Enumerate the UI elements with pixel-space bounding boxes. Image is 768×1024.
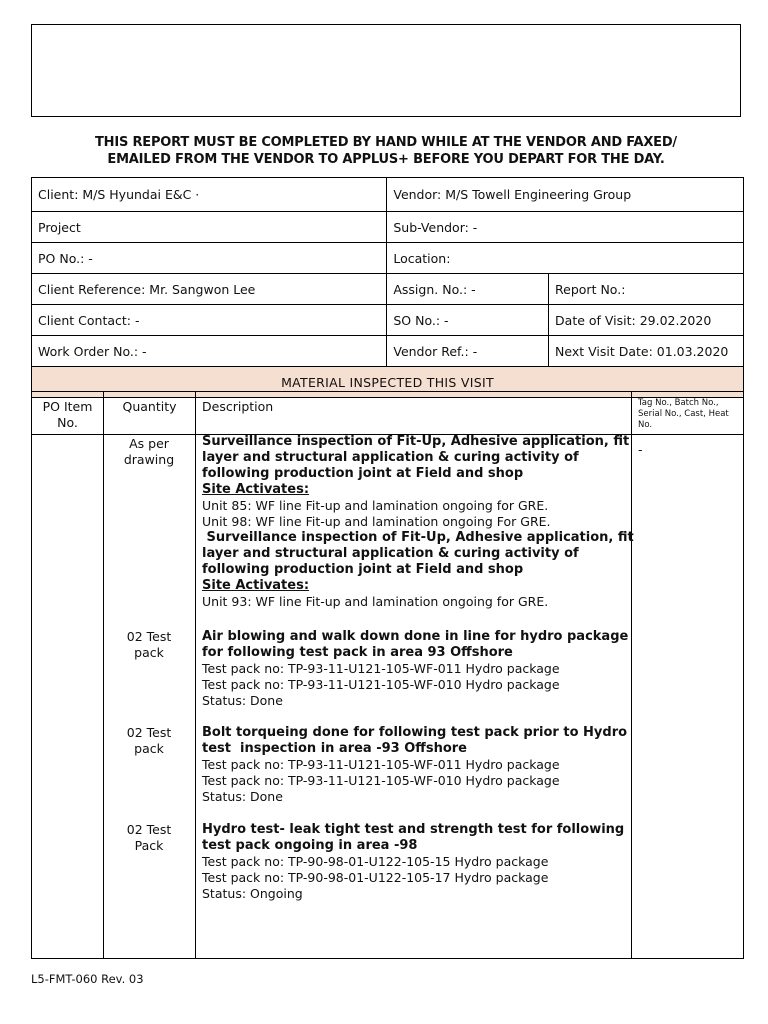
form-code: L5-FMT-060 Rev. 03 bbox=[31, 972, 144, 986]
description-line: Test pack no: TP-93-11-U121-105-WF-011 Hydro package bbox=[202, 757, 560, 772]
col-tag-line-2: Serial No., Cast, Heat bbox=[638, 409, 729, 419]
po-no-cell: PO No.: - bbox=[32, 243, 387, 274]
item-1-quantity-line-1: As per bbox=[129, 436, 169, 451]
client-cell: Client: M/S Hyundai E&C · bbox=[32, 178, 387, 212]
notice-line-1: THIS REPORT MUST BE COMPLETED BY HAND WHILE AT THE VENDOR AND FAXED/ bbox=[95, 135, 677, 150]
description-line: Test pack no: TP-93-11-U121-105-WF-010 Hydro package bbox=[202, 677, 560, 692]
item-2-description bbox=[202, 629, 632, 709]
logo-box bbox=[31, 24, 741, 117]
item-3-description bbox=[202, 725, 632, 805]
description-line: Status: Done bbox=[202, 789, 283, 804]
description-line: Test pack no: TP-90-98-01-U122-105-15 Hydro package bbox=[202, 854, 549, 869]
work-order-no-cell: Work Order No.: - bbox=[32, 336, 387, 367]
description-line: Test pack no: TP-93-11-U121-105-WF-010 Hydro package bbox=[202, 773, 560, 788]
description-line: Unit 93: WF line Fit-up and lamination ongoing for GRE. bbox=[202, 594, 549, 609]
so-no-cell: SO No.: - bbox=[387, 305, 549, 336]
location-cell: Location: bbox=[387, 243, 744, 274]
next-visit-date-cell: Next Visit Date: 01.03.2020 bbox=[549, 336, 744, 367]
description-line: Status: Ongoing bbox=[202, 886, 303, 901]
col-tag bbox=[638, 398, 748, 431]
col-divider-2 bbox=[195, 392, 196, 958]
description-line: Air blowing and walk down done in line for hydro package bbox=[202, 629, 629, 644]
description-line: Site Activates: bbox=[202, 578, 310, 593]
item-4-quantity-line-1: 02 Test bbox=[126, 822, 172, 837]
item-1-description bbox=[202, 434, 632, 610]
client-reference-cell: Client Reference: Mr. Sangwon Lee bbox=[32, 274, 387, 305]
item-2-quantity-line-1: 02 Test bbox=[126, 629, 172, 644]
project-cell: Project bbox=[32, 212, 387, 243]
notice bbox=[31, 134, 741, 168]
report-no-cell: Report No.: bbox=[549, 274, 744, 305]
item-4-quantity-line-2: Pack bbox=[134, 838, 164, 853]
description-line: layer and structural application & curing activity of bbox=[202, 450, 579, 465]
sub-vendor-cell: Sub-Vendor: - bbox=[387, 212, 744, 243]
item-2-quantity bbox=[104, 629, 194, 661]
item-2-quantity-line-2: pack bbox=[134, 645, 164, 660]
item-1-quantity bbox=[104, 436, 194, 468]
item-3-quantity bbox=[104, 725, 194, 757]
col-tag-line-1: Tag No., Batch No., bbox=[638, 398, 719, 408]
description-line: Hydro test- leak tight test and strength test for following bbox=[202, 822, 625, 837]
item-4-description bbox=[202, 822, 632, 902]
item-3-quantity-line-1: 02 Test bbox=[126, 725, 172, 740]
client-contact-cell: Client Contact: - bbox=[32, 305, 387, 336]
notice-line-2: EMAILED FROM THE VENDOR TO APPLUS+ BEFORE YOU DEPART FOR THE DAY. bbox=[107, 152, 665, 167]
col-quantity: Quantity bbox=[122, 399, 177, 414]
vendor-ref-cell: Vendor Ref.: - bbox=[387, 336, 549, 367]
col-po-item-line-2: No. bbox=[57, 415, 78, 430]
tag-value: - bbox=[638, 442, 643, 457]
description-line: Bolt torqueing done for following test pack prior to Hydro bbox=[202, 725, 628, 740]
description-line: test inspection in area -93 Offshore bbox=[202, 741, 467, 756]
item-1-quantity-line-2: drawing bbox=[123, 452, 175, 467]
description-line: for following test pack in area 93 Offshore bbox=[202, 645, 513, 660]
description-line: Unit 98: WF line Fit-up and lamination ongoing For GRE. bbox=[202, 514, 551, 529]
description-line: Surveillance inspection of Fit-Up, Adhesive application, fit bbox=[202, 530, 634, 545]
vendor-cell: Vendor: M/S Towell Engineering Group bbox=[387, 178, 744, 212]
col-po-item-line-1: PO Item bbox=[42, 399, 93, 414]
description-line: Surveillance inspection of Fit-Up, Adhesive application, fit bbox=[202, 434, 630, 449]
description-line: Test pack no: TP-90-98-01-U122-105-17 Hydro package bbox=[202, 870, 549, 885]
col-po-item bbox=[32, 399, 103, 431]
description-line: layer and structural application & curing activity of bbox=[202, 546, 579, 561]
description-line: Status: Done bbox=[202, 693, 283, 708]
description-line: Test pack no: TP-93-11-U121-105-WF-011 Hydro package bbox=[202, 661, 560, 676]
col-description: Description bbox=[202, 399, 274, 414]
report-header-table bbox=[31, 177, 744, 398]
description-line: Site Activates: bbox=[202, 482, 310, 497]
item-4-quantity bbox=[104, 822, 194, 854]
col-divider-1 bbox=[103, 392, 104, 958]
description-line: Unit 85: WF line Fit-up and lamination ongoing for GRE. bbox=[202, 498, 549, 513]
description-line: test pack ongoing in area -98 bbox=[202, 838, 418, 853]
description-line: following production joint at Field and shop bbox=[202, 466, 524, 481]
description-line: following production joint at Field and shop bbox=[202, 562, 524, 577]
item-3-quantity-line-2: pack bbox=[134, 741, 164, 756]
date-of-visit-cell: Date of Visit: 29.02.2020 bbox=[549, 305, 744, 336]
col-tag-line-3: No. bbox=[638, 420, 653, 430]
material-banner: MATERIAL INSPECTED THIS VISIT bbox=[32, 367, 744, 398]
assign-no-cell: Assign. No.: - bbox=[387, 274, 549, 305]
material-table bbox=[31, 391, 744, 959]
